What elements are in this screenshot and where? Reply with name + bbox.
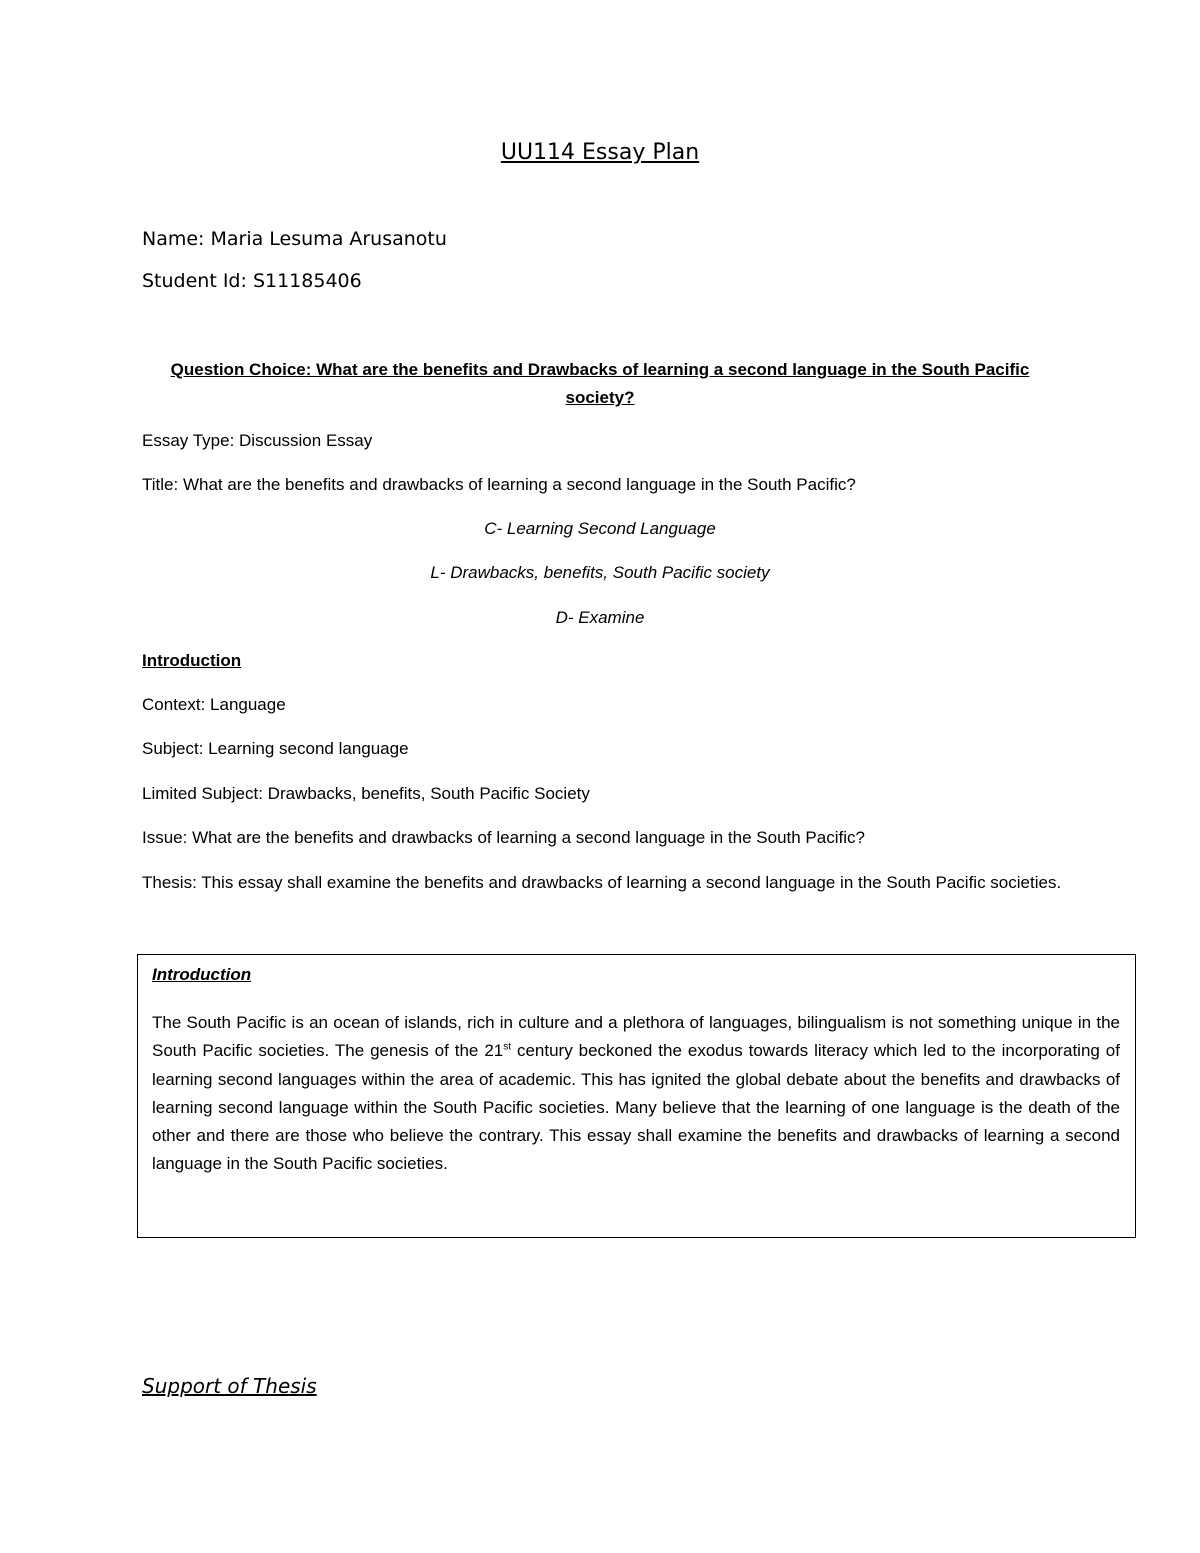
- limited-subject-label: Limited Subject:: [142, 784, 263, 803]
- subject-value: Learning second language: [203, 739, 409, 758]
- issue-line: [142, 828, 865, 848]
- introduction-heading: Introduction: [142, 651, 242, 670]
- student-name: Name: Maria Lesuma Arusanotu: [142, 228, 447, 250]
- subject-label: Subject:: [142, 739, 204, 758]
- ordinal-superscript: st: [503, 1041, 512, 1053]
- thesis-label: Thesis:: [142, 873, 197, 892]
- issue-label: Issue:: [142, 828, 188, 847]
- support-of-thesis-heading: Support of Thesis: [142, 1374, 317, 1398]
- thesis-line: [142, 869, 1062, 897]
- introduction-box: [137, 954, 1136, 1238]
- context-line: [142, 695, 286, 715]
- introduction-paragraph-part2: century beckoned the exodus towards literacy which led to the incorporating of learning second languages within the area of academic. This has ignited the global debate about the benefits and drawbacks of learning second language within the South Pacific societies. Many believe that the learning of one language is the death of the other and there are those who believe the contrary. This essay shall examine the benefits and drawbacks of learning a second language in the South Pacific societies.: [152, 1041, 1120, 1174]
- context-label: Context:: [142, 695, 206, 714]
- context-value: Language: [205, 695, 286, 714]
- thesis-value: This essay shall examine the benefits and drawbacks of learning a second language in the South Pacific societies.: [196, 873, 1062, 892]
- essay-type-label: Essay Type:: [142, 431, 235, 450]
- essay-type-value: Discussion Essay: [234, 431, 373, 450]
- limited-subject-value: Drawbacks, benefits, South Pacific Society: [262, 784, 590, 803]
- essay-title: [142, 475, 856, 495]
- essay-title-value: What are the benefits and drawbacks of learning a second language in the South Pacific?: [178, 475, 856, 494]
- limited-subject-line: [142, 784, 590, 804]
- introduction-paragraph-part1: The South Pacific is an ocean of islands, rich in culture and a plethora of languages, bilingualism is not something unique in the South Pacific societies. The genesis of the 21: [152, 1013, 1120, 1061]
- cld-limited: L- Drawbacks, benefits, South Pacific society: [430, 563, 770, 582]
- issue-value: What are the benefits and drawbacks of learning a second language in the South Pacific?: [187, 828, 865, 847]
- cld-directive: D- Examine: [555, 608, 645, 627]
- student-id: Student Id: S11185406: [142, 270, 362, 292]
- essay-type: [142, 431, 372, 451]
- document-title: UU114 Essay Plan: [500, 140, 700, 165]
- subject-line: [142, 739, 409, 759]
- essay-title-label: Title:: [142, 475, 179, 494]
- question-choice: Question Choice: What are the benefits and Drawbacks of learning a second language in the South Pacific society?: [170, 360, 1030, 407]
- introduction-box-heading: Introduction: [152, 965, 252, 984]
- cld-context: C- Learning Second Language: [484, 519, 716, 538]
- introduction-paragraph: [152, 1009, 1120, 1179]
